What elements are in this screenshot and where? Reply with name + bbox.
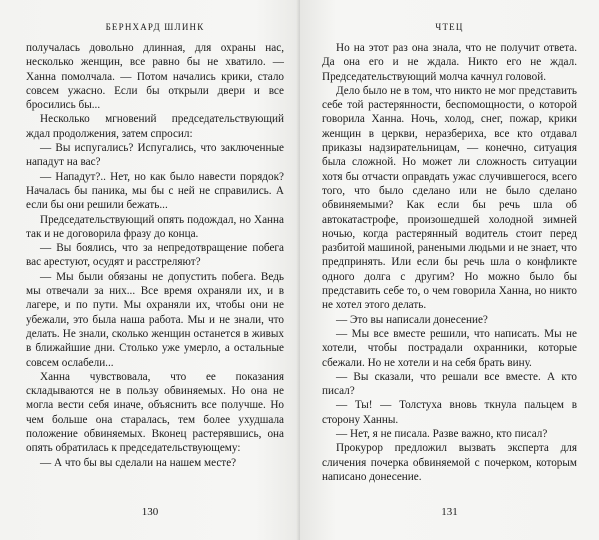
paragraph: Прокурор предложил вызвать эксперта для сличения почерка обвиняемой с почерком, которым написано донесение. <box>322 442 577 483</box>
paragraph: получалась довольно длинная, для охраны нас, несколько женщин, все равно бы не хватило. — Ханна помолчала. — Потом начались крики, стало совсем ужасно. Если бы открыли двери и все бросились бы... <box>26 42 284 112</box>
right-page-text <box>322 41 577 484</box>
page-number-left: 130 <box>141 506 159 518</box>
right-page <box>300 0 599 540</box>
paragraph: Председательствующий опять подождал, но Ханна так и не договорила фразу до конца. <box>26 213 284 240</box>
paragraph: — А что бы вы сделали на нашем месте? <box>40 456 237 469</box>
paragraph: — Вы боялись, что за непредотвращение побега вас арестуют, осудят и расстреляют? <box>26 242 284 269</box>
running-head-title: ЧТЕЦ <box>435 22 464 32</box>
paragraph: — Мы все вместе решили, что написать. Мы не хотели, чтобы пострадали охранники, которые сбежали. Но не хотели и на себя брать вину. <box>322 327 577 369</box>
paragraph: Дело было не в том, что никто не мог представить себе той растерянности, беспомощности, о которой говорила Ханна. Ночь, холод, снег, пожар, крики женщин в церкви, неразбериха, все кто отдавал приказы надзирательницам, — конечно, ситуация была сложной. Но может ли сложность ситуации хотя бы отчасти оправдать ужас случившегося, всего того, что было сделано или не было сделано обвиняемыми? Как если бы речь шла об автокатастрофе, произошедшей холодной зимней ночью, когда растерянный водитель стоит перед разбитой машиной, ранеными людьми и не знает, что предпринять. Или если бы речь шла о конфликте одного долга с другим? Но можно было бы представить себе то, о чем говорила Ханна, но никто не хотел этого делать. <box>322 84 577 312</box>
paragraph: — Вы сказали, что решали все вместе. А кто писал? <box>322 370 577 398</box>
paragraph: — Мы были обязаны не допустить побега. Ведь мы отвечали за них... Все время охраняли их, и в лагере, и по пути. Мы охраняли их, чтобы они не убежали, это была наша работа. Мы и не знали, что делать. Не знали, сколько женщин останется в живых в ближайшие дни. Столько уже умерло, а остальные совсем ослабели... <box>26 270 284 369</box>
paragraph: — Вы испугались? Испугались, что заключенные нападут на вас? <box>26 142 284 169</box>
running-head-author: БЕРНХАРД ШЛИНК <box>105 22 205 32</box>
paragraph: — Это вы написали донесение? <box>336 313 488 326</box>
paragraph: Но на этот раз она знала, что не получит ответа. Да она его и не ждала. Никто его не ждал. Председательствующий молча качнул головой. <box>322 42 577 83</box>
paragraph: — Ты! — Толстуха вновь ткнула пальцем в сторону Ханны. <box>322 399 577 426</box>
left-page-text <box>26 41 284 470</box>
page-number-right: 131 <box>441 506 458 518</box>
paragraph: — Нападут?.. Нет, но как было навести порядок? Началась бы паника, мы бы с ней не справились. А если бы они решили бежать... <box>26 170 284 212</box>
paragraph: Ханна чувствовала, что ее показания складываются не в пользу обвиняемых. Но она не могла вести себя иначе, объяснить все получше. Но чем больше она старалась, тем более ухудшала положение обвиняемых. Вконец растерявшись, она опять обратилась к председательствующему: <box>26 370 284 455</box>
paragraph: — Нет, я не писала. Разве важно, кто писал? <box>336 428 548 441</box>
paragraph: Несколько мгновений председательствующий ждал продолжения, затем спросил: <box>26 113 284 140</box>
